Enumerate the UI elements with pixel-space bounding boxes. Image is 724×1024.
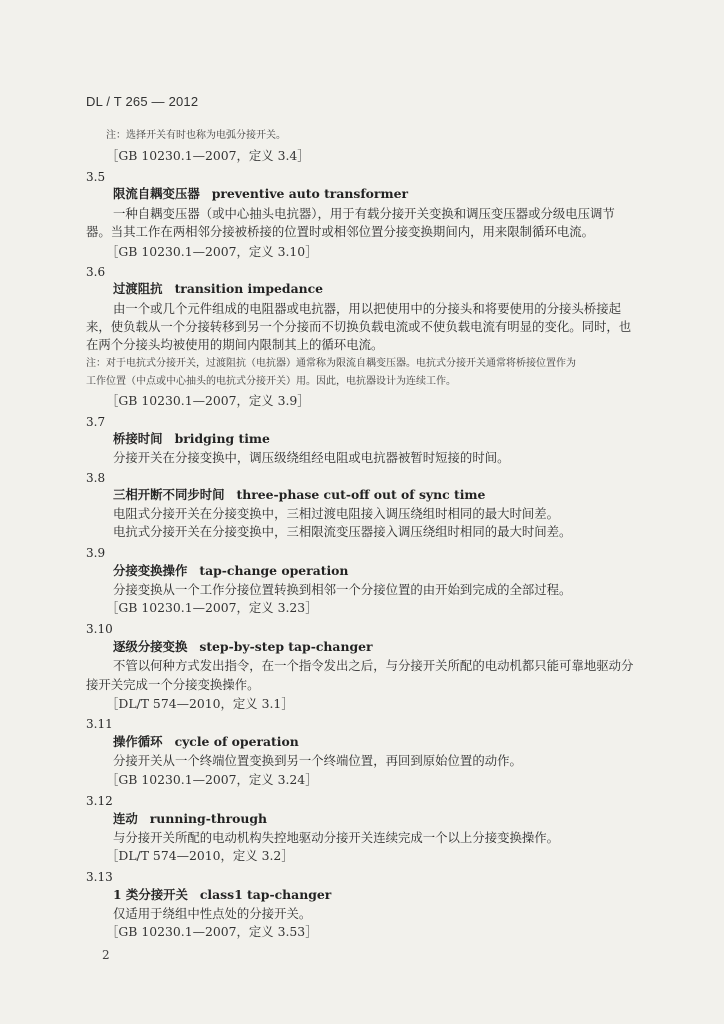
- term-heading: [113, 487, 485, 503]
- note-text: 工作位置（中点或中心抽头的电抗式分接开关）用。因此，电抗器设计为连续工作。: [86, 376, 456, 387]
- clause-number: 3.11: [86, 717, 113, 731]
- definition-text: 一种自耦变压器（或中心抽头电抗器），用于有载分接开关变换和调压变压器或分级电压调节: [113, 206, 615, 221]
- term-en: preventive auto transformer: [211, 186, 408, 201]
- definition-text: 在两个分接头均被使用的期间内限制其上的循环电流。: [86, 337, 384, 352]
- definition-text: 来，使负载从一个分接转移到另一个分接而不切换负载电流或不使负载电流有明显的变化。同时，也: [86, 319, 632, 334]
- definition-text: 分接开关在分接变换中，调压级绕组经电阻或电抗器被暂时短接的时间。: [113, 450, 510, 465]
- term-en: step-by-step tap-changer: [199, 639, 373, 654]
- clause-number: 3.12: [86, 794, 113, 808]
- definition-text: 电阻式分接开关在分接变换中，三相过渡电阻接入调压绕组时相同的最大时间差。: [113, 506, 560, 521]
- reference: ［GB 10230.1—2007，定义 3.4］: [106, 148, 310, 163]
- term-en: tap-change operation: [199, 563, 349, 578]
- clause-number: 3.7: [86, 415, 106, 429]
- term-zh: 分接变换操作: [113, 563, 188, 578]
- term-en: cycle of operation: [174, 734, 299, 749]
- term-zh: 过渡阻抗: [113, 281, 163, 296]
- term-en: transition impedance: [174, 281, 324, 296]
- definition-text: 电抗式分接开关在分接变换中，三相限流变压器接入调压绕组时相同的最大时间差。: [113, 524, 572, 539]
- clause-number: 3.10: [86, 622, 113, 636]
- term-heading: [113, 734, 299, 750]
- reference: ［GB 10230.1—2007，定义 3.10］: [106, 244, 318, 259]
- definition-text: 器。当其工作在两相邻分接被桥接的位置时或相邻位置分接变换期间内，用来限制循环电流。: [86, 224, 595, 239]
- term-zh: 三相开断不同步时间: [113, 487, 225, 502]
- term-zh: 逐级分接变换: [113, 639, 188, 654]
- term-heading: [113, 431, 270, 447]
- definition-text: 仅适用于绕组中性点处的分接开关。: [113, 906, 312, 921]
- term-heading: [113, 281, 323, 297]
- term-zh: 连动: [113, 811, 138, 826]
- standard-code-header: DL / T 265 — 2012: [86, 94, 199, 109]
- clause-number: 3.5: [86, 170, 106, 184]
- reference: ［DL/T 574—2010，定义 3.1］: [106, 696, 294, 711]
- definition-text: 分接变换从一个工作分接位置转换到相邻一个分接位置的由开始到完成的全部过程。: [113, 582, 572, 597]
- term-heading: [113, 186, 408, 202]
- note-text: 注：选择开关有时也称为电弧分接开关。: [106, 130, 286, 141]
- term-en: bridging time: [174, 431, 270, 446]
- term-heading: [113, 639, 373, 655]
- definition-text: 接开关完成一个分接变换操作。: [86, 677, 260, 692]
- term-heading: [113, 887, 331, 903]
- clause-number: 3.9: [86, 546, 106, 560]
- term-zh: 限流自耦变压器: [113, 186, 200, 201]
- term-zh: 1 类分接开关: [113, 887, 188, 902]
- definition-text: 与分接开关所配的电动机构失控地驱动分接开关连续完成一个以上分接变换操作。: [113, 830, 560, 845]
- definition-text: 不管以何种方式发出指令，在一个指令发出之后，与分接开关所配的电动机都只能可靠地驱动分: [113, 658, 634, 673]
- term-en: class1 tap-changer: [199, 887, 332, 902]
- definition-text: 分接开关从一个终端位置变换到另一个终端位置，再回到原始位置的动作。: [113, 753, 522, 768]
- reference: ［DL/T 574—2010，定义 3.2］: [106, 848, 294, 863]
- term-en: three-phase cut-off out of sync time: [236, 487, 486, 502]
- term-zh: 操作循环: [113, 734, 163, 749]
- page-number: 2: [102, 948, 110, 962]
- note-text: 注：对于电抗式分接开关，过渡阻抗（电抗器）通常称为限流自耦变压器。电抗式分接开关通常将桥接位置作为: [86, 358, 576, 369]
- term-en: running-through: [149, 811, 268, 826]
- reference: ［GB 10230.1—2007，定义 3.9］: [106, 393, 310, 408]
- reference: ［GB 10230.1—2007，定义 3.24］: [106, 772, 318, 787]
- definition-text: 由一个或几个元件组成的电阻器或电抗器，用以把使用中的分接头和将要使用的分接头桥接起: [113, 301, 622, 316]
- term-heading: [113, 563, 348, 579]
- term-heading: [113, 811, 267, 827]
- reference: ［GB 10230.1—2007，定义 3.53］: [106, 924, 318, 939]
- clause-number: 3.13: [86, 870, 113, 884]
- clause-number: 3.8: [86, 471, 106, 485]
- reference: ［GB 10230.1—2007，定义 3.23］: [106, 600, 318, 615]
- clause-number: 3.6: [86, 265, 106, 279]
- term-zh: 桥接时间: [113, 431, 163, 446]
